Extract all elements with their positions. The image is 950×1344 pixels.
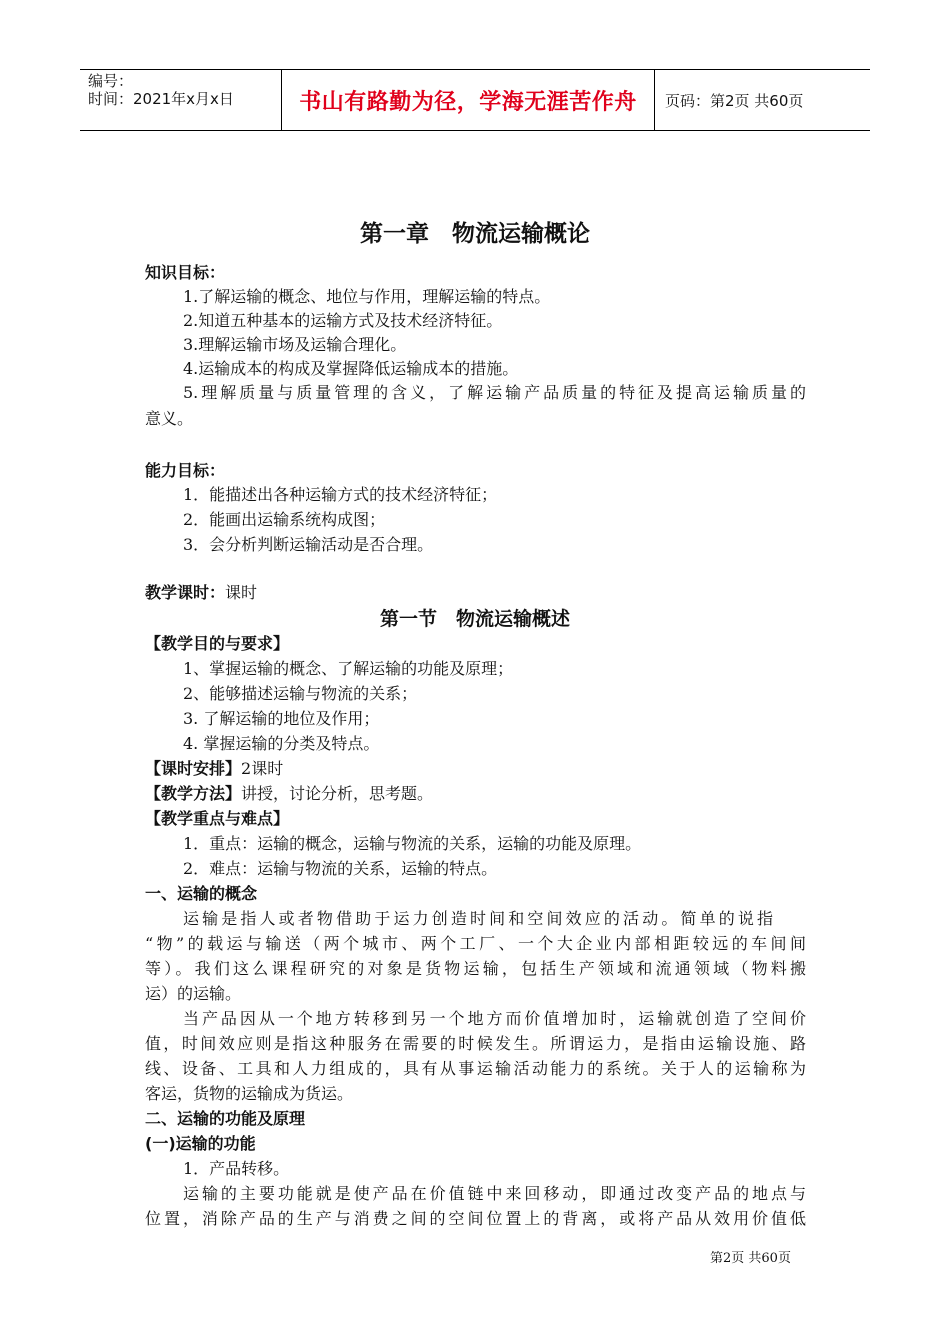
knowledge-goal-item-cont: 意义。	[145, 409, 194, 428]
time-label: 时间：2021年x月x日	[88, 90, 234, 108]
concept-para1-line: 运输是指人或者物借助于运力创造时间和空间效应的活动。简单的说指	[183, 909, 773, 928]
objectives-heading: 【教学目的与要求】	[145, 634, 290, 653]
objective-item: 1、掌握运输的概念、了解运输的功能及原理；	[183, 659, 514, 678]
method-value: 讲授，讨论分析，思考题。	[241, 784, 434, 803]
header-page-info: 页码：第2页 共60页	[665, 91, 804, 110]
objective-item: 4. 掌握运输的分类及特点。	[183, 734, 380, 753]
knowledge-goal-item: 2.知道五种基本的运输方式及技术经济特征。	[183, 311, 503, 330]
function-heading: 二、运输的功能及原理	[145, 1109, 306, 1128]
concept-para2-line: 线、设备、工具和人力组成的，具有从事运输活动能力的系统。关于人的运输称为	[145, 1059, 806, 1078]
ability-goal-item: 3．会分析判断运输活动是否合理。	[183, 535, 434, 554]
teaching-hours-value: 课时	[225, 583, 258, 602]
knowledge-goal-item: 5.理解质量与质量管理的含义，了解运输产品质量的特征及提高运输质量的	[183, 383, 806, 402]
schedule-label: 【课时安排】	[145, 759, 242, 778]
ability-goal-item: 2．能画出运输系统构成图；	[183, 510, 386, 529]
objective-item: 3. 了解运输的地位及作用；	[183, 709, 380, 728]
function-para-line: 位置，消除产品的生产与消费之间的空间位置上的背离，或将产品从效用价值低	[145, 1209, 806, 1228]
knowledge-goal-item: 3.理解运输市场及运输合理化。	[183, 335, 407, 354]
chapter-title: 第一章 物流运输概论	[360, 221, 590, 247]
ability-goal-item: 1．能描述出各种运输方式的技术经济特征；	[183, 485, 498, 504]
section-title: 第一节 物流运输概述	[379, 608, 570, 630]
teaching-hours	[145, 580, 257, 603]
concept-para1-line: 运）的运输。	[145, 984, 242, 1003]
teaching-method	[145, 781, 433, 804]
knowledge-goals-heading: 知识目标：	[145, 263, 226, 282]
teaching-hours-label: 教学课时：	[145, 583, 226, 602]
function-subheading: (一)运输的功能	[145, 1134, 256, 1153]
knowledge-goal-item: 4.运输成本的构成及掌握降低运输成本的措施。	[183, 359, 519, 378]
key-point-item: 1．重点：运输的概念，运输与物流的关系，运输的功能及原理。	[183, 834, 642, 853]
page-header	[80, 69, 870, 131]
knowledge-goal-item: 1.了解运输的概念、地位与作用，理解运输的特点。	[183, 287, 551, 306]
page-footer: 第2页 共60页	[710, 1251, 791, 1266]
concept-para2-line: 值，时间效应则是指这种服务在需要的时候发生。所谓运力，是指由运输设施、路	[145, 1034, 806, 1053]
schedule-value: 2课时	[241, 759, 284, 778]
function-item: 1．产品转移。	[183, 1159, 290, 1178]
method-label: 【教学方法】	[145, 784, 242, 803]
function-para-line: 运输的主要功能就是使产品在价值链中来回移动，即通过改变产品的地点与	[183, 1184, 806, 1203]
concept-para1-line: 等）。我们这么课程研究的对象是货物运输，包括生产领域和流通领域（物料搬	[145, 959, 806, 978]
number-label: 编号：	[88, 72, 134, 90]
schedule	[145, 756, 283, 779]
concept-para2-line: 客运，货物的运输成为货运。	[145, 1084, 354, 1103]
objective-item: 2、能够描述运输与物流的关系；	[183, 684, 418, 703]
key-points-heading: 【教学重点与难点】	[145, 809, 290, 828]
key-point-item: 2．难点：运输与物流的关系，运输的特点。	[183, 859, 498, 878]
concept-para1-line: “物”的载运与输送（两个城市、两个工厂、一个大企业内部相距较远的车间间	[145, 934, 806, 953]
concept-para2-line: 当产品因从一个地方转移到另一个地方而价值增加时，运输就创造了空间价	[183, 1009, 806, 1028]
ability-goals-heading: 能力目标：	[145, 461, 226, 480]
header-meta	[80, 70, 280, 130]
header-motto: 书山有路勤为径，学海无涯苦作舟	[281, 70, 655, 130]
concept-heading: 一、运输的概念	[145, 884, 258, 903]
